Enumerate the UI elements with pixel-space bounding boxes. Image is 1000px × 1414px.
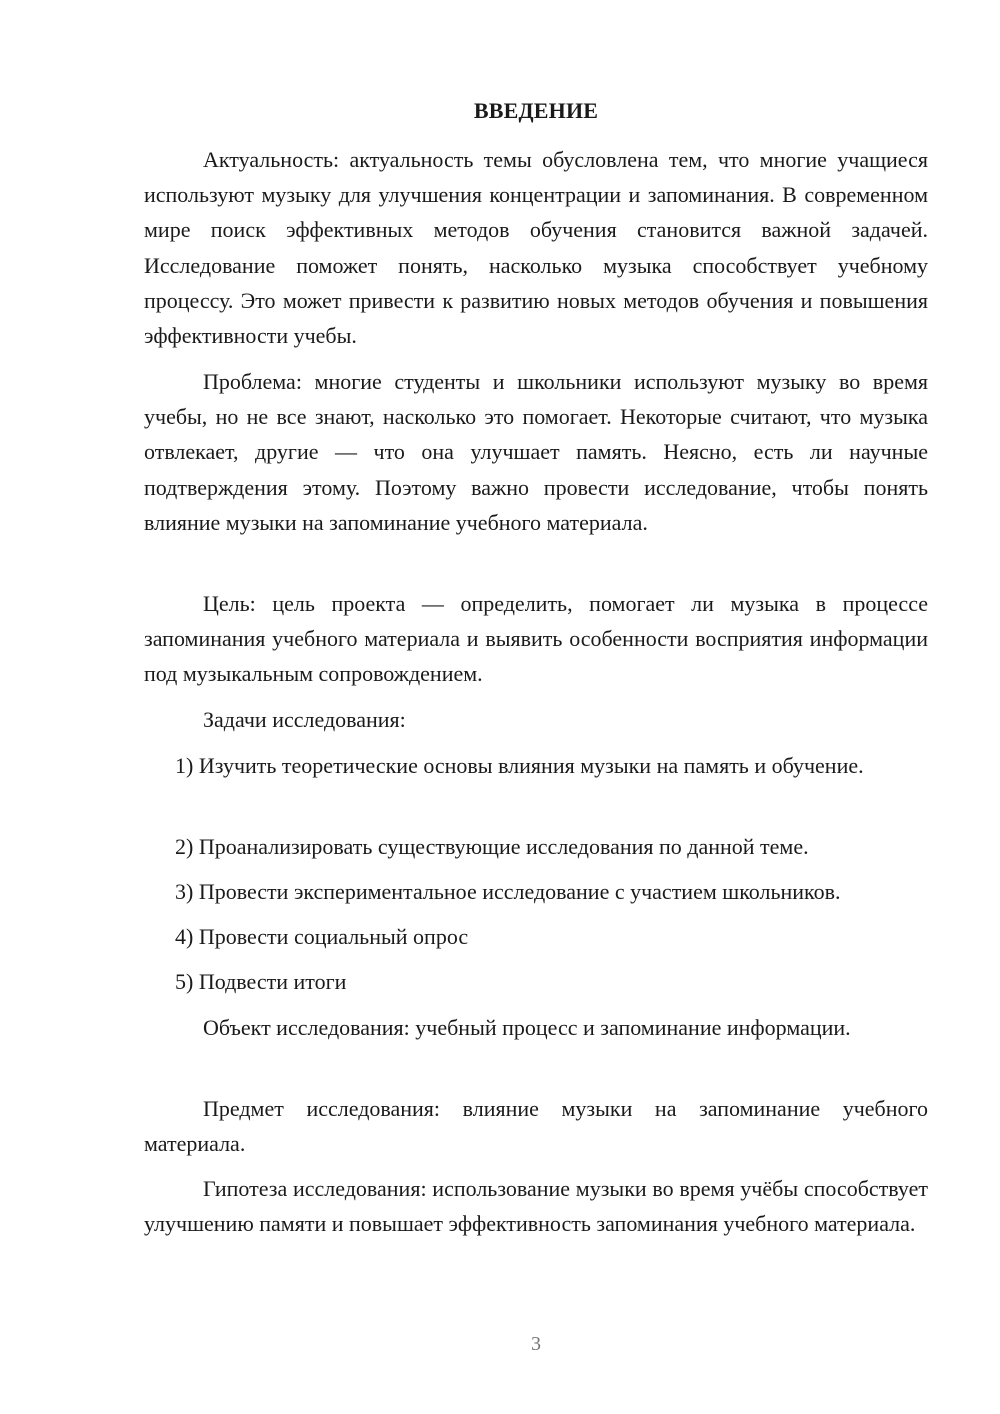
- section-heading: ВВЕДЕНИЕ: [473, 98, 599, 123]
- hypothesis-paragraph: Гипотеза исследования: использование музыки во время учёбы способствует улучшению памяти и повышает эффективность запоминания учебного материала.: [144, 1176, 928, 1237]
- page-number: 3: [531, 1333, 541, 1355]
- relevance-paragraph: Актуальность: актуальность темы обусловлена тем, что многие учащиеся используют музыку для улучшения концентрации и запоминания. В современном мире поиск эффективных методов обучения становится важной задачей. Исследование поможет понять, насколько музыка способствует учебному процессу. Это может привести к развитию новых методов обучения и повышения эффективности учебы.: [144, 147, 928, 349]
- task-item-4: 4) Провести социальный опрос: [175, 924, 469, 949]
- tasks-heading: Задачи исследования:: [203, 707, 406, 732]
- problem-paragraph: Проблема: многие студенты и школьники используют музыку во время учебы, но не все знают, насколько это помогает. Некоторые считают, что музыка отвлекает, другие — что она улучшает память. Неясно, есть ли научные подтверждения этому. Поэтому важно провести исследование, чтобы понять влияние музыки на запоминание учебного материала.: [144, 369, 928, 535]
- goal-paragraph: Цель: цель проекта — определить, помогает ли музыка в процессе запоминания учебного материала и выявить особенности восприятия информации под музыкальным сопровождением.: [144, 591, 928, 687]
- task-item-3: 3) Провести экспериментальное исследование с участием школьников.: [175, 879, 841, 904]
- task-item-2: 2) Проанализировать существующие исследования по данной теме.: [175, 834, 809, 859]
- object-paragraph: Объект исследования: учебный процесс и запоминание информации.: [203, 1015, 851, 1040]
- subject-paragraph: Предмет исследования: влияние музыки на запоминание учебного материала.: [144, 1096, 928, 1157]
- task-item-5: 5) Подвести итоги: [175, 969, 347, 994]
- task-item-1: 1) Изучить теоретические основы влияния музыки на память и обучение.: [175, 753, 864, 778]
